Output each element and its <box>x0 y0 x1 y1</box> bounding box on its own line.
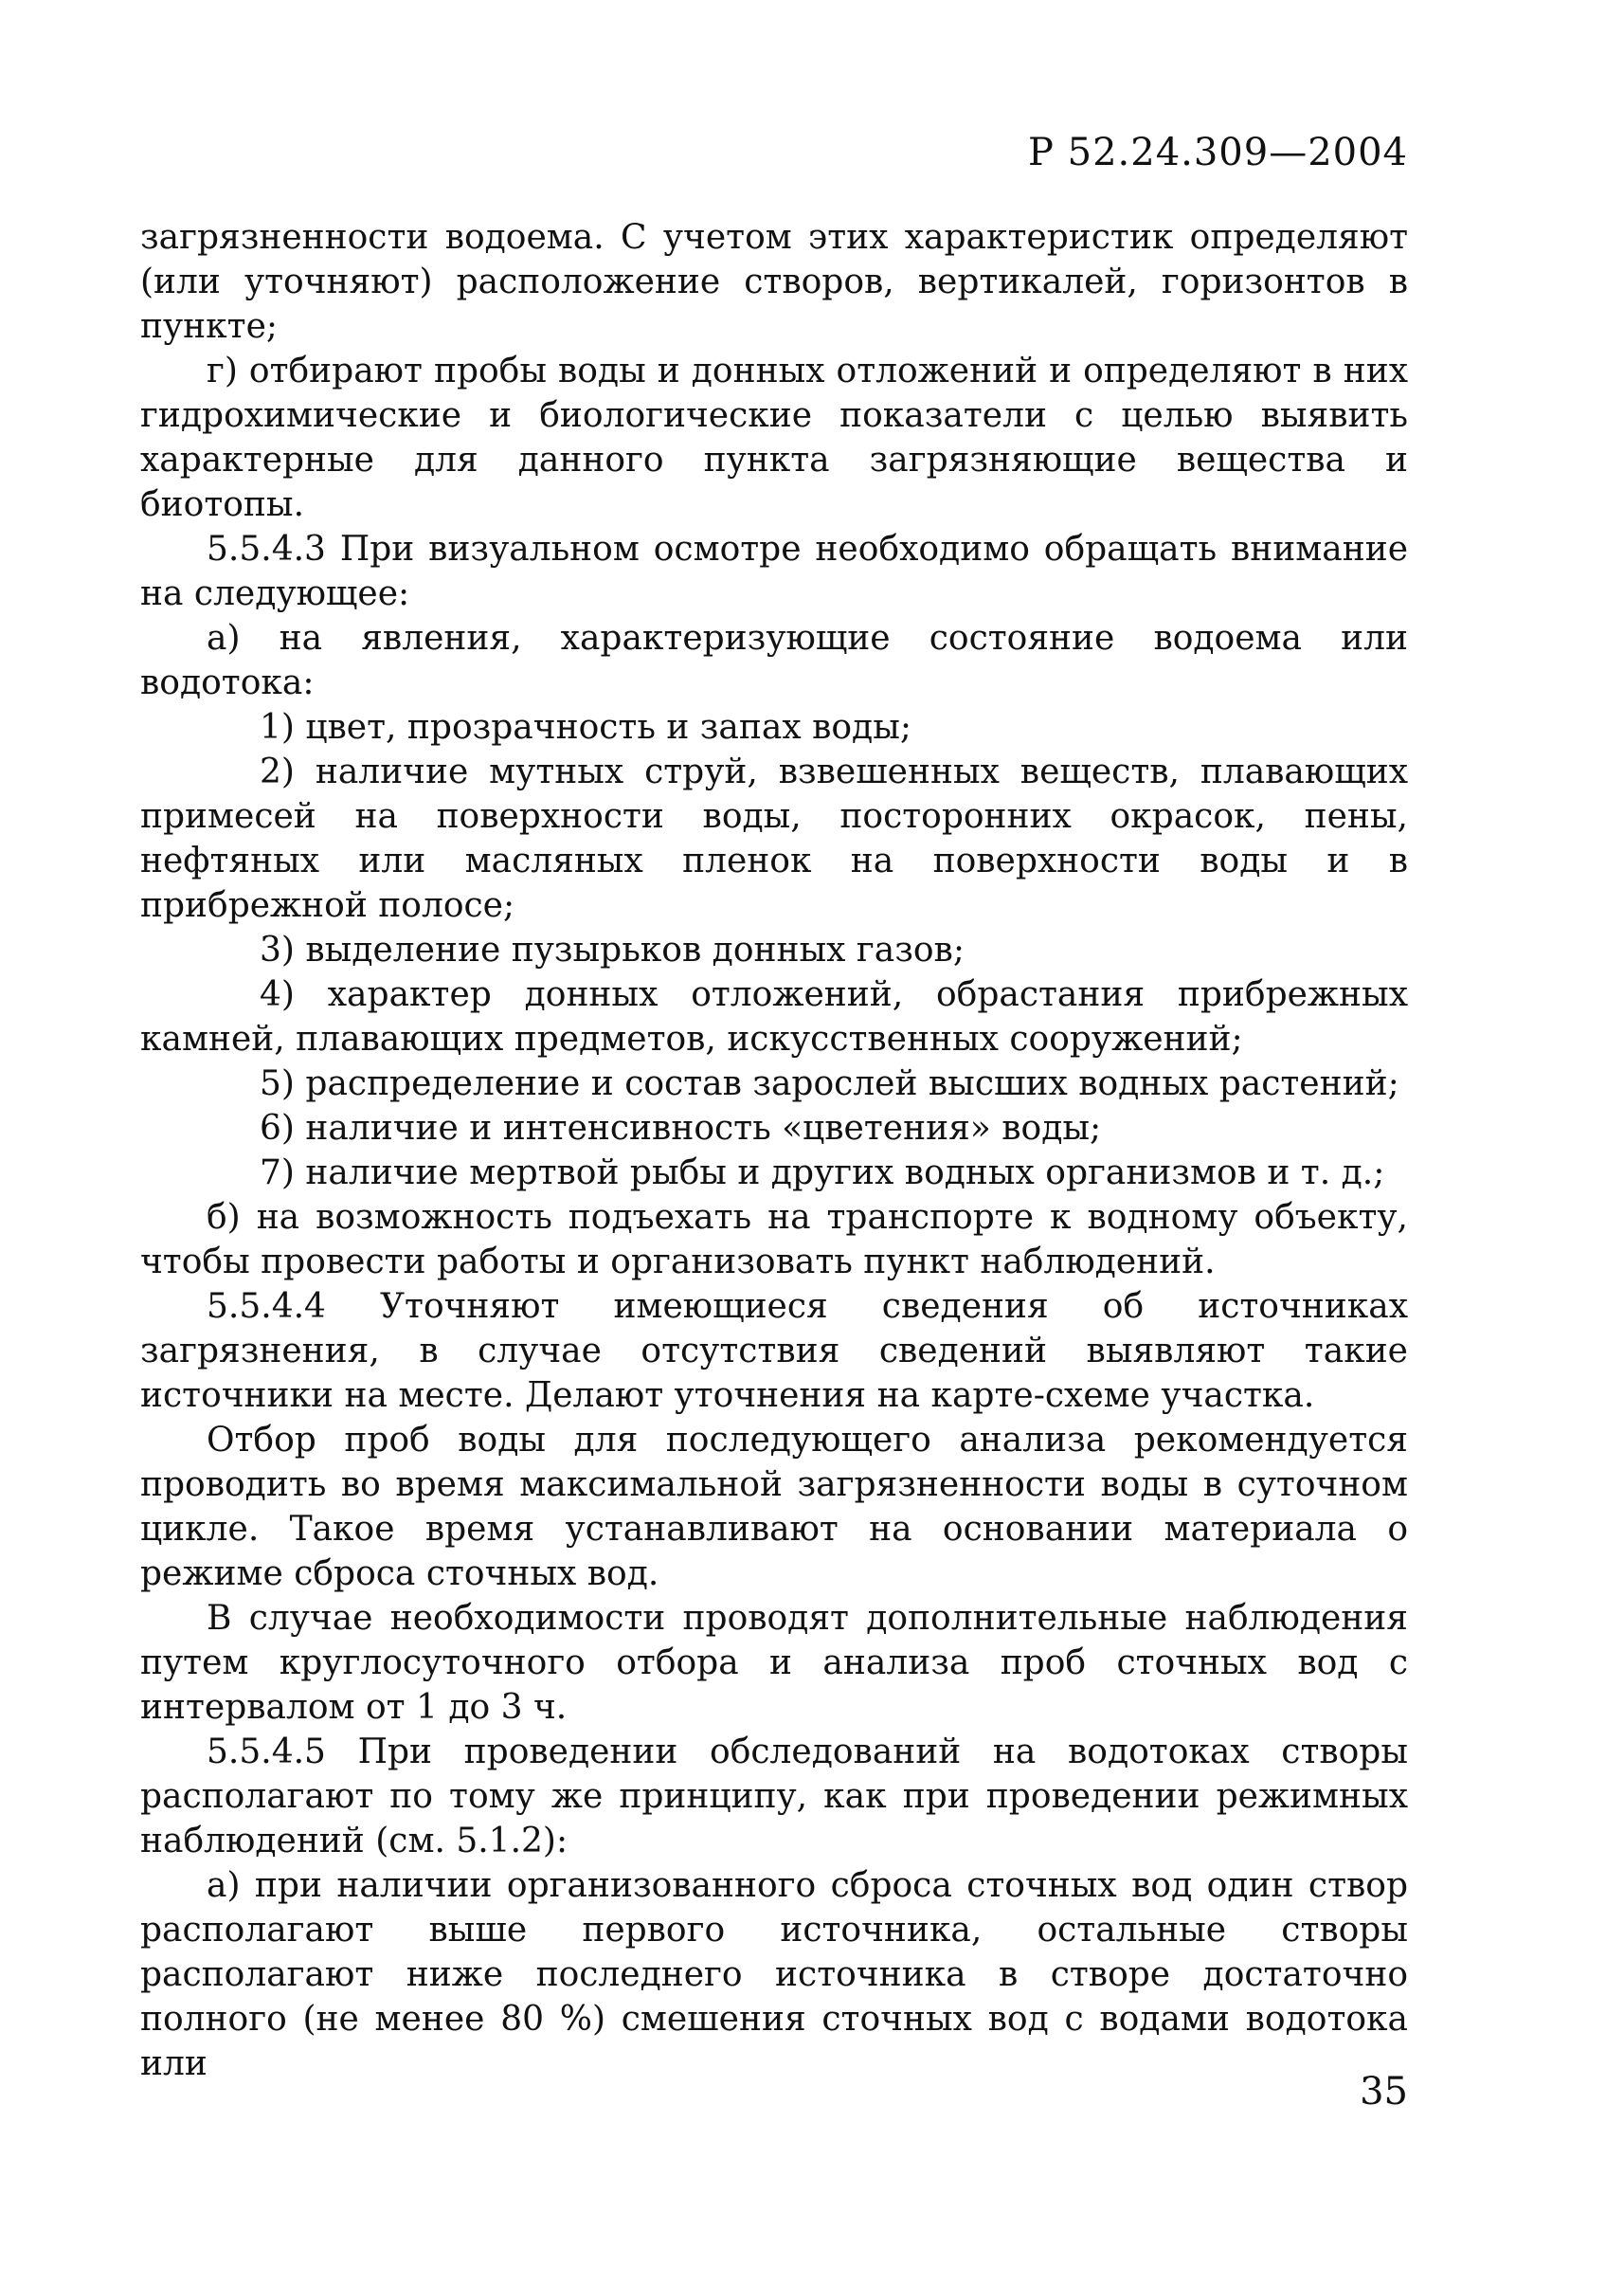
paragraph-5-5-4-4: 5.5.4.4 Уточняют имеющиеся сведения об источниках загрязнения, в случае отсутствия сведений выявляют такие источники на месте. Делают уточнения на карте-схеме участка. <box>140 1287 1408 1415</box>
paragraph-sampling: Отбор проб воды для последующего анализа рекомендуется проводить во время максимальной загрязненности воды в суточном цикле. Такое время устанавливают на основании материала о режиме сброса сточных вод. <box>140 1421 1408 1593</box>
list-item-3: 3) выделение пузырьков донных газов; <box>260 931 965 970</box>
document-number-header: Р 52.24.309—2004 <box>1028 131 1408 174</box>
list-item-1: 1) цвет, прозрачность и запах воды; <box>260 708 911 747</box>
paragraph-item-g: г) отбирают пробы воды и донных отложений и определяют в них гидрохимические и биологические показатели с целью выявить характерные для данного пункта загрязняющие вещества и биотопы. <box>140 352 1408 524</box>
paragraph-item-b: б) на возможность подъехать на транспорте к водному объекту, чтобы провести работы и организовать пункт наблюдений. <box>140 1198 1408 1281</box>
list-item-6: 6) наличие и интенсивность «цветения» воды; <box>260 1109 1102 1148</box>
paragraph-additional-observations: В случае необходимости проводят дополнительные наблюдения путем круглосуточного отбора и анализа проб сточных вод с интервалом от 1 до 3 ч. <box>140 1599 1408 1727</box>
list-item-5: 5) распределение и состав зарослей высших водных растений; <box>260 1064 1399 1103</box>
list-item-7: 7) наличие мертвой рыбы и других водных организмов и т. д.; <box>260 1153 1385 1192</box>
body-text <box>140 215 1408 2086</box>
paragraph-5-5-4-5: 5.5.4.5 При проведении обследований на водотоках створы располагают по тому же принципу, как при проведении режимных наблюдений (см. 5.1.2): <box>140 1733 1408 1860</box>
list-item-2: 2) наличие мутных струй, взвешенных веществ, плавающих примесей на поверхности воды, посторонних окрасок, пены, нефтяных или масляных пленок на поверхности воды и в прибрежной полосе; <box>140 753 1408 925</box>
paragraph-item-a: а) на явления, характеризующие состояние водоема или водотока: <box>140 619 1408 702</box>
paragraph-5-5-4-3: 5.5.4.3 При визуальном осмотре необходимо обращать внимание на следующее: <box>140 530 1408 613</box>
list-item-4: 4) характер донных отложений, обрастания прибрежных камней, плавающих предметов, искусственных сооружений; <box>140 975 1408 1059</box>
page-number: 35 <box>1360 2070 1408 2114</box>
paragraph-item-a-discharge: а) при наличии организованного сброса сточных вод один створ располагают выше первого источника, остальные створы располагают ниже последнего источника в створе достаточно полного (не менее 80 %) смешения сточных вод с водами водотока или <box>140 1866 1408 2083</box>
paragraph-continuation: загрязненности водоема. С учетом этих характеристик определяют (или уточняют) расположение створов, вертикалей, горизонтов в пункте; <box>140 218 1408 346</box>
